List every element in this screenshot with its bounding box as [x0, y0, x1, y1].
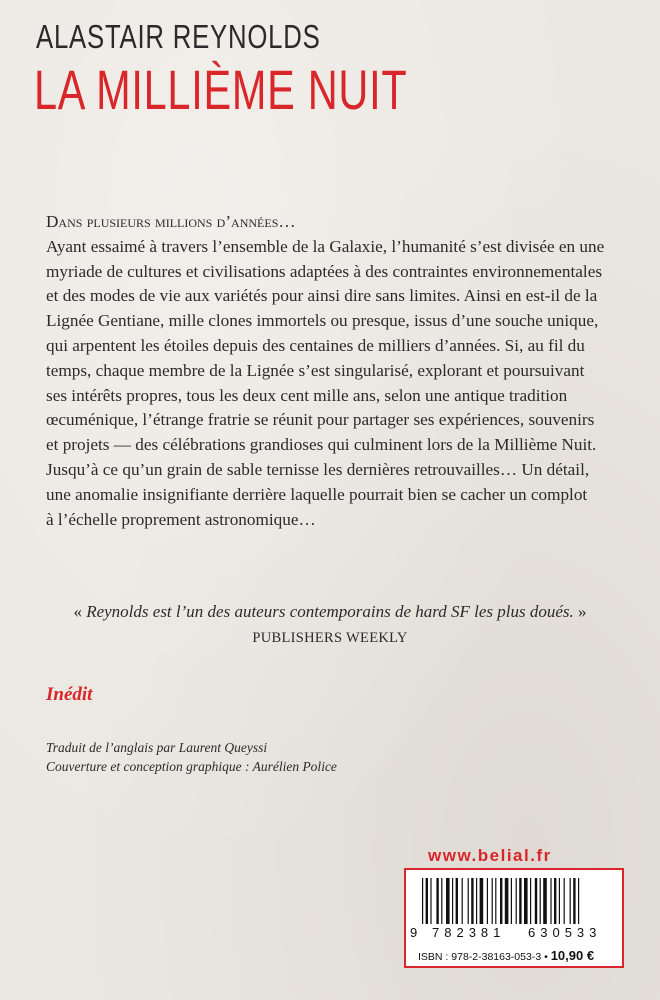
barcode-bar [476, 878, 477, 924]
price: 10,90 € [550, 948, 595, 963]
quote-open: « [73, 602, 87, 621]
barcode-bar [500, 878, 502, 924]
quote-close: » [573, 602, 587, 621]
barcode-bar [535, 878, 537, 924]
barcode-bar [487, 878, 488, 924]
barcode-bar [468, 878, 469, 924]
barcode-bar [456, 878, 458, 924]
blurb-line: Lignée Gentiane, mille clones immortels ou presque, issus d’une souche unique, [46, 311, 599, 331]
ean-left-digits: 782381 [432, 925, 506, 940]
blurb-line: qui arpentent les étoiles depuis des centaines de milliers d’années. Si, au fil du [46, 335, 585, 355]
barcode-box [404, 868, 624, 968]
barcode-bar [462, 878, 463, 924]
blurb-line: et projets — des célébrations grandioses qui culminent lors de la Millième Nuit. [46, 435, 597, 455]
barcode-bar [524, 878, 528, 924]
barcode-bar [554, 878, 556, 924]
blurb [46, 210, 616, 532]
author-name: ALASTAIR REYNOLDS [36, 18, 321, 55]
blurb-line: myriade de cultures et civilisations adaptées à des contraintes environnementales [46, 261, 603, 281]
quote-source: PUBLISHERS WEEKLY [252, 630, 408, 646]
barcode-bar [492, 878, 493, 924]
isbn-line [418, 948, 594, 963]
barcode-bar [564, 878, 565, 924]
inedit-label: Inédit [46, 684, 93, 705]
barcode-bar [471, 878, 473, 924]
book-title: LA MILLIÈME NUIT [34, 58, 408, 121]
cover-credit: Couverture et conception graphique : Aurélien Police [46, 759, 337, 774]
barcode-icon [416, 878, 616, 928]
blurb-line: une anomalie insignifiante derrière laquelle pourrait bien se cacher un complot [46, 484, 588, 504]
barcode-bar [452, 878, 453, 924]
barcode-bar [540, 878, 541, 924]
blurb-line: œcuménique, l’étrange fratrie se réunit pour partager ses expériences, souvenirs [46, 410, 595, 430]
translation-credit: Traduit de l’anglais par Laurent Queyssi [46, 740, 268, 755]
barcode-bar [441, 878, 442, 924]
barcode-bar [570, 878, 571, 924]
blurb-line: temps, chaque membre de la Lignée s’est singularisé, explorant et poursuivant [46, 360, 585, 380]
barcode-bar [543, 878, 547, 924]
barcode-bar [530, 878, 531, 924]
barcode-bar [430, 878, 431, 924]
barcode-bar [426, 878, 428, 924]
barcode-bar [505, 878, 509, 924]
blurb-line: à l’échelle proprement astronomique… [46, 509, 316, 529]
barcode-bar [516, 878, 517, 924]
barcode-bar [422, 878, 423, 924]
ean-first-digit: 9 [410, 925, 418, 940]
blurb-line: et des modes de vie aux variétés pour ainsi dire sans limites. Ainsi en est-il de la [46, 286, 598, 306]
blurb-line: ses intérêts propres, tous les deux cent mille ans, selon une antique tradition [46, 385, 568, 405]
barcode-bar [559, 878, 560, 924]
blurb-lead: Dans plusieurs millions d’années… [46, 212, 296, 231]
barcode-bar [573, 878, 575, 924]
barcode-bar [495, 878, 496, 924]
barcode-bar [550, 878, 551, 924]
review-quote [40, 602, 620, 622]
barcode-bar [436, 878, 438, 924]
barcode-bar [578, 878, 579, 924]
blurb-line: Jusqu’à ce qu’un grain de sable ternisse les dernières retrouvailles… Un détail, [46, 459, 590, 479]
isbn-label: ISBN : 978-2-38163-053-3 [418, 951, 542, 963]
barcode-bar [446, 878, 450, 924]
barcode-bar [511, 878, 512, 924]
blurb-line: Ayant essaimé à travers l’ensemble de la Galaxie, l’humanité s’est divisée en une [46, 236, 605, 256]
credits [46, 738, 337, 776]
barcode-bar [519, 878, 521, 924]
barcode-bar [480, 878, 484, 924]
publisher-website: www.belial.fr [428, 846, 552, 865]
ean-right-digits: 630533 [528, 925, 602, 940]
quote-text: Reynolds est l’un des auteurs contemporains de hard SF les plus doués. [86, 602, 574, 621]
isbn-separator: • [544, 951, 548, 963]
